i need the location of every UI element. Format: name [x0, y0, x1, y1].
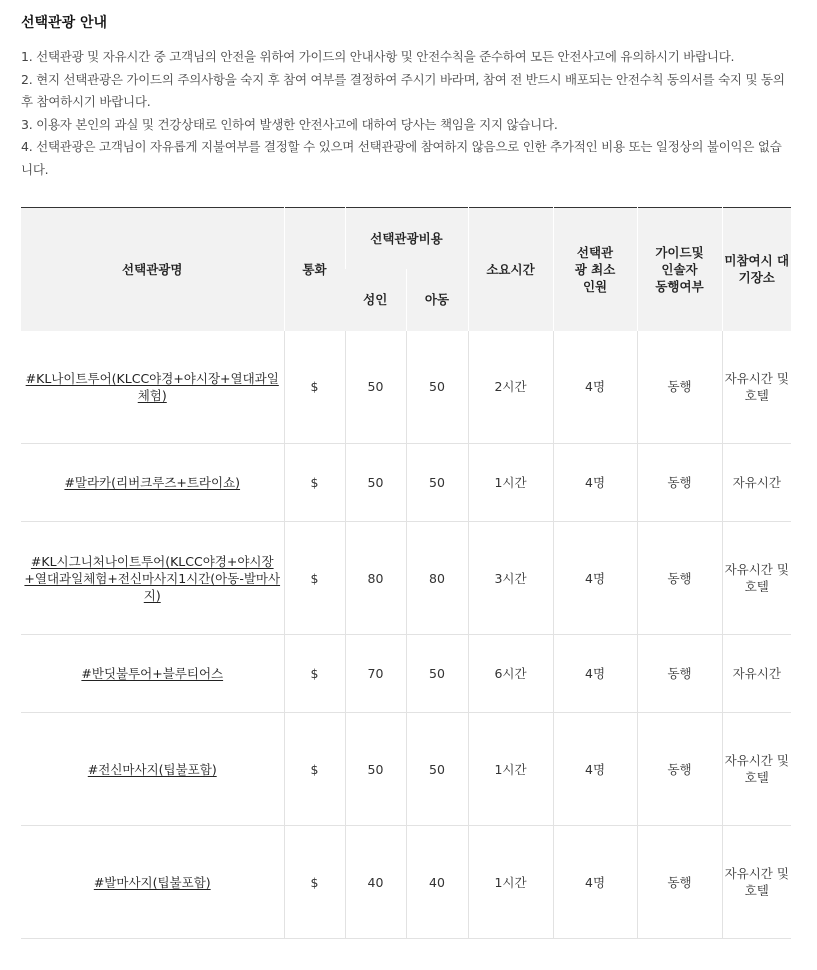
- duration-cell: 2시간: [468, 331, 553, 444]
- min-people-cell: 4명: [553, 331, 637, 444]
- currency-cell: $: [284, 635, 345, 713]
- header-cost: 선택관광비용: [345, 208, 468, 269]
- guide-cell: 동행: [637, 713, 722, 826]
- tour-link[interactable]: #KL나이트투어(KLCC야경+야시장+열대과일체험): [25, 370, 279, 403]
- notice-item: 4. 선택관광은 고객님이 자유롭게 지불여부를 결정할 수 있으며 선택관광에 참여하지 않음으로 인한 추가적인 비용 또는 일정상의 불이익은 없습니다.: [21, 139, 782, 177]
- adult-price-cell: 70: [345, 635, 406, 713]
- notice-list: [21, 46, 791, 182]
- notice-item: 1. 선택관광 및 자유시간 중 고객님의 안전을 위하여 가이드의 안내사항 및 안전수칙을 준수하여 모든 안전사고에 유의하시기 바랍니다.: [21, 49, 735, 64]
- tour-name-cell: [21, 635, 284, 713]
- guide-cell: 동행: [637, 522, 722, 635]
- header-adult: 성인: [345, 269, 406, 331]
- header-currency: 통화: [284, 208, 345, 331]
- currency-cell: $: [284, 713, 345, 826]
- min-people-cell: 4명: [553, 635, 637, 713]
- currency-cell: $: [284, 826, 345, 939]
- currency-cell: $: [284, 522, 345, 635]
- header-min-people: 선택관광 최소인원: [553, 208, 637, 331]
- adult-price-cell: 50: [345, 444, 406, 522]
- min-people-cell: 4명: [553, 713, 637, 826]
- header-guide: 가이드및 인솔자 동행여부: [637, 208, 722, 331]
- guide-cell: 동행: [637, 444, 722, 522]
- notice-item: 2. 현지 선택관광은 가이드의 주의사항을 숙지 후 참여 여부를 결정하여 주시기 바라며, 참여 전 반드시 배포되는 안전수칙 동의서를 숙지 및 동의 후 참여하시기 바랍니다.: [21, 71, 785, 110]
- table-header-row: [21, 208, 791, 269]
- table-row: [21, 635, 791, 713]
- duration-cell: 1시간: [468, 826, 553, 939]
- guide-cell: 동행: [637, 635, 722, 713]
- currency-cell: $: [284, 444, 345, 522]
- adult-price-cell: 80: [345, 522, 406, 635]
- adult-price-cell: 50: [345, 713, 406, 826]
- child-price-cell: 50: [406, 444, 468, 522]
- meeting-place-cell: 자유시간: [722, 444, 791, 522]
- table-row: [21, 713, 791, 826]
- tour-link[interactable]: #KL시그니처나이트투어(KLCC야경+야시장+열대과일체험+전신마사지1시간(아동-발마사지): [24, 553, 281, 603]
- meeting-place-cell: 자유시간 및 호텔: [722, 713, 791, 826]
- tour-name-cell: [21, 444, 284, 522]
- table-row: [21, 331, 791, 444]
- child-price-cell: 50: [406, 331, 468, 444]
- meeting-place-cell: 자유시간 및 호텔: [722, 331, 791, 444]
- tour-name-cell: [21, 826, 284, 939]
- tour-link[interactable]: #전신마사지(팁불포함): [87, 761, 217, 777]
- table-row: [21, 522, 791, 635]
- adult-price-cell: 40: [345, 826, 406, 939]
- meeting-place-cell: 자유시간 및 호텔: [722, 522, 791, 635]
- tour-name-cell: [21, 713, 284, 826]
- child-price-cell: 50: [406, 713, 468, 826]
- min-people-cell: 4명: [553, 522, 637, 635]
- tour-link[interactable]: #발마사지(팁불포함): [93, 874, 211, 890]
- duration-cell: 3시간: [468, 522, 553, 635]
- tour-name-cell: [21, 331, 284, 444]
- child-price-cell: 80: [406, 522, 468, 635]
- min-people-cell: 4명: [553, 444, 637, 522]
- min-people-cell: 4명: [553, 826, 637, 939]
- meeting-place-cell: 자유시간 및 호텔: [722, 826, 791, 939]
- child-price-cell: 50: [406, 635, 468, 713]
- duration-cell: 1시간: [468, 444, 553, 522]
- header-meeting-place: 미참여시 대기장소: [722, 208, 791, 331]
- tour-link[interactable]: #반딧불투어+블루티어스: [81, 666, 224, 681]
- duration-cell: 1시간: [468, 713, 553, 826]
- notice-item: 3. 이용자 본인의 과실 및 건강상태로 인하여 발생한 안전사고에 대하여 당사는 책임을 지지 않습니다.: [21, 116, 558, 132]
- adult-price-cell: 50: [345, 331, 406, 444]
- table-row: [21, 444, 791, 522]
- guide-cell: 동행: [637, 331, 722, 444]
- duration-cell: 6시간: [468, 635, 553, 713]
- child-price-cell: 40: [406, 826, 468, 939]
- header-duration: 소요시간: [468, 208, 553, 331]
- currency-cell: $: [284, 331, 345, 444]
- tour-link[interactable]: #말라카(리버크루즈+트라이쇼): [64, 475, 241, 490]
- header-child: 아동: [406, 269, 468, 331]
- guide-cell: 동행: [637, 826, 722, 939]
- header-tour-name: 선택관광명: [21, 208, 284, 331]
- tour-name-cell: [21, 522, 284, 635]
- table-row: [21, 826, 791, 939]
- meeting-place-cell: 자유시간: [722, 635, 791, 713]
- section-heading: 선택관광 안내: [21, 15, 108, 31]
- optional-tour-table: [21, 207, 791, 939]
